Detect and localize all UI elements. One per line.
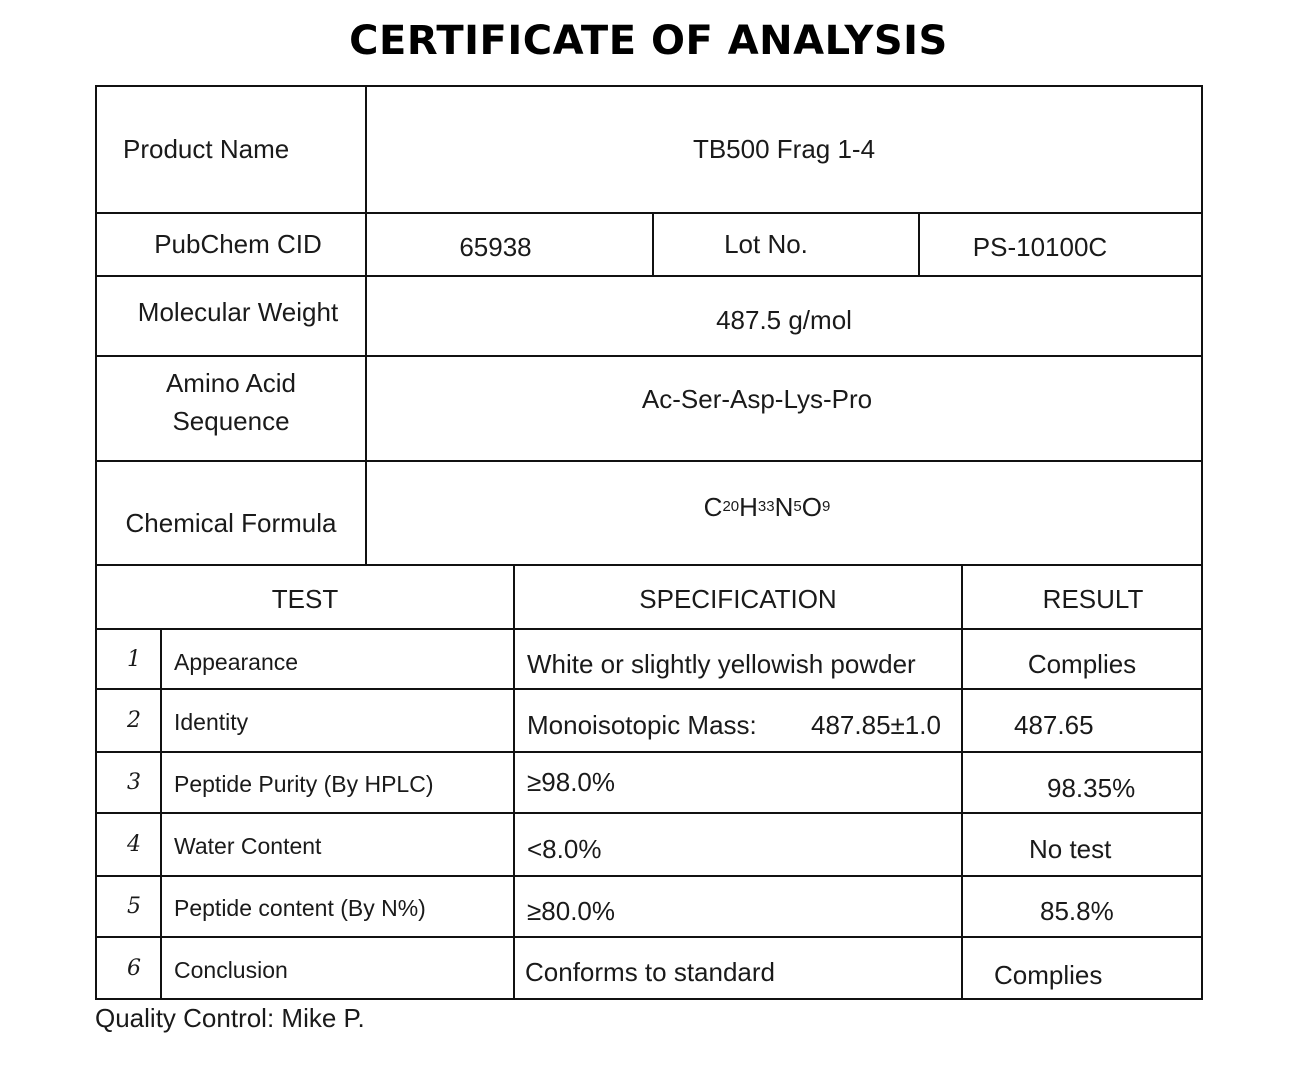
chemical-formula-value: C 20 H 33 N 5 O 9 xyxy=(703,491,831,522)
test-result: 98.35% xyxy=(1047,773,1136,803)
formula-oxygen: O xyxy=(801,491,822,522)
test-result: 85.8% xyxy=(1040,896,1114,926)
test-row-number: 4 xyxy=(127,832,141,857)
test-row-number: 6 xyxy=(127,955,141,981)
quality-control-signature: Quality Control: Mike P. xyxy=(95,1003,365,1033)
test-row-number: 2 xyxy=(127,708,141,733)
test-name: Peptide Purity (By HPLC) xyxy=(174,771,434,797)
test-name: Water Content xyxy=(174,833,322,859)
test-specification-value: 487.85±1.0 xyxy=(811,710,941,740)
certificate-title: CERTIFICATE OF ANALYSIS xyxy=(349,18,948,64)
formula-nitrogen: N xyxy=(774,491,794,522)
formula-carbon: C xyxy=(703,491,723,522)
test-name: Conclusion xyxy=(174,956,288,983)
test-name: Identity xyxy=(174,709,249,735)
test-row-number: 5 xyxy=(127,894,141,919)
amino-acid-sequence-label xyxy=(97,357,365,447)
product-name-label: Product Name xyxy=(123,134,290,164)
pubchem-cid-label: PubChem CID xyxy=(154,229,322,259)
formula-hydrogen: H xyxy=(739,491,758,522)
test-specification: Conforms to standard xyxy=(525,956,776,987)
column-divider xyxy=(961,564,963,998)
row-divider xyxy=(97,564,1201,566)
test-result: Complies xyxy=(1027,648,1137,679)
test-name: Appearance xyxy=(174,648,299,675)
test-specification: ≥98.0% xyxy=(527,767,615,797)
test-name: Peptide content (By N%) xyxy=(174,895,426,921)
product-name-value: TB500 Frag 1-4 xyxy=(692,134,876,164)
sequence-label-line1: Amino Acid xyxy=(165,368,297,398)
column-divider xyxy=(513,564,515,998)
amino-acid-sequence-value: Ac-Ser-Asp-Lys-Pro xyxy=(641,384,873,414)
row-divider xyxy=(97,628,1201,630)
test-row-number: 3 xyxy=(127,770,141,795)
molecular-weight-value: 487.5 g/mol xyxy=(716,304,852,335)
molecular-weight-label: Molecular Weight xyxy=(137,296,339,327)
analysis-table xyxy=(95,85,1203,1000)
test-specification: <8.0% xyxy=(527,834,602,864)
test-specification: Monoisotopic Mass: xyxy=(527,710,757,740)
test-result: Complies xyxy=(994,959,1103,990)
test-result: 487.65 xyxy=(1014,710,1094,740)
test-specification: ≥80.0% xyxy=(527,896,615,926)
lot-number-value: PS-10100C xyxy=(972,232,1108,262)
sequence-label-line2: Sequence xyxy=(172,406,290,436)
lot-number-label: Lot No. xyxy=(724,229,808,259)
test-result: No test xyxy=(1029,834,1112,864)
specification-column-header: SPECIFICATION xyxy=(639,584,837,614)
test-specification: White or slightly yellowish powder xyxy=(527,648,916,679)
test-row-number: 1 xyxy=(127,646,141,672)
result-column-header: RESULT xyxy=(1042,584,1144,614)
pubchem-cid-value: 65938 xyxy=(459,232,532,262)
chemical-formula-label: Chemical Formula xyxy=(125,507,337,538)
test-column-header: TEST xyxy=(271,584,339,614)
